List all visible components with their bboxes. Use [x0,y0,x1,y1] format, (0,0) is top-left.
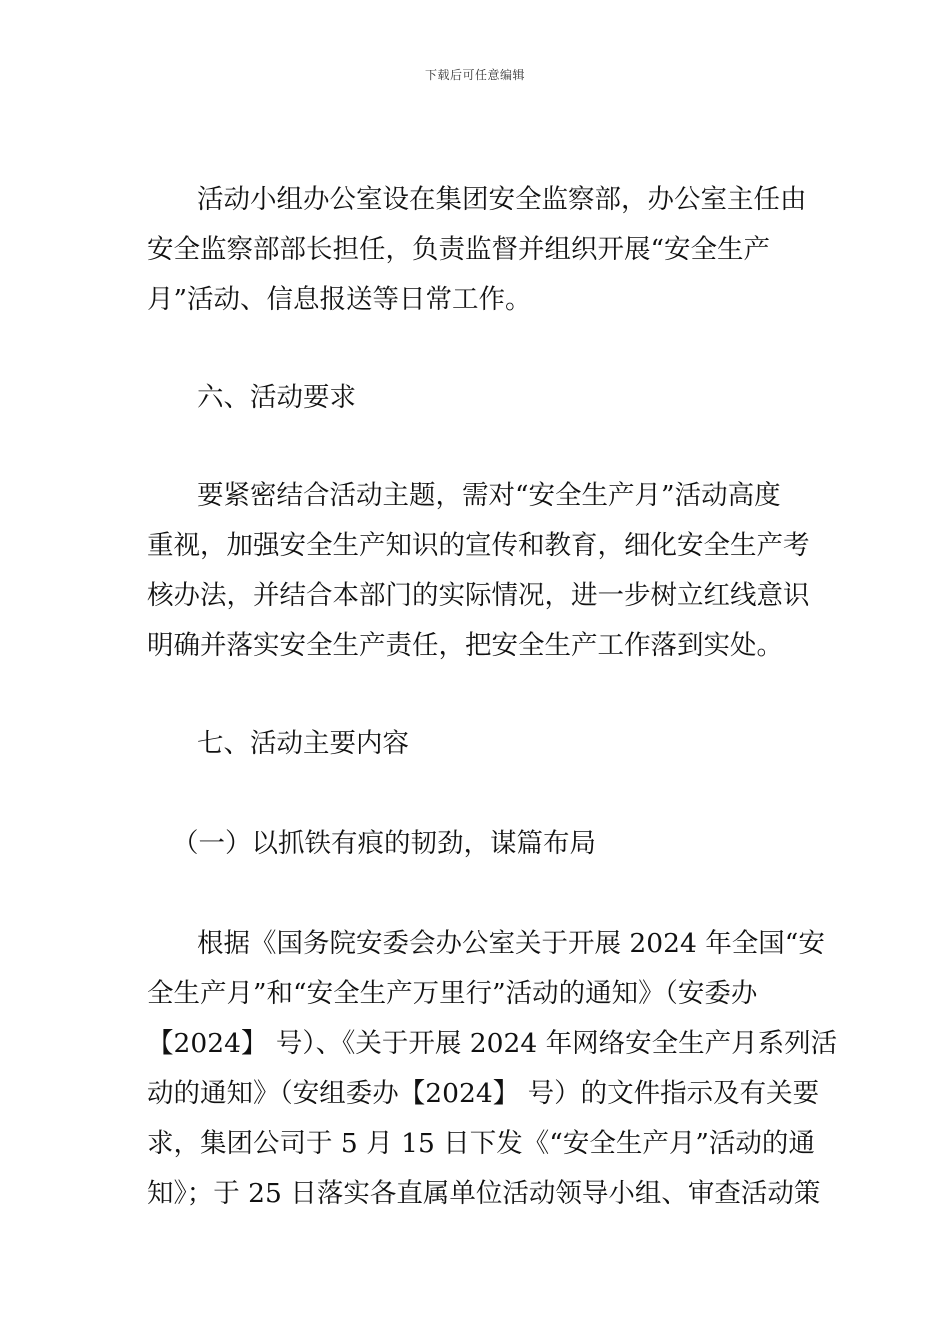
paragraph-line: 知》；于 25 日落实各直属单位活动领导小组、审查活动策 [147,1178,821,1209]
paragraph-line: 根据《国务院安委会办公室关于开展 2024 年全国“安 [197,928,825,959]
paragraph-line: 明确并落实安全生产责任，把安全生产工作落到实处。 [147,630,783,661]
paragraph-line: 核办法，并结合本部门的实际情况，进一步树立红线意识 [147,580,810,611]
paragraph-line: 全生产月”和“安全生产万里行”活动的通知》（安委办 [147,978,758,1009]
paragraph-line: 求，集团公司于 5 月 15 日下发《“安全生产月”活动的通 [147,1128,815,1159]
section-heading: 六、活动要求 [197,382,356,413]
paragraph-line: 重视，加强安全生产知识的宣传和教育，细化安全生产考 [147,530,810,561]
paragraph-line: 动的通知》（安组委办【2024】 号）的文件指示及有关要 [147,1078,820,1109]
paragraph-line: 安全监察部部长担任，负责监督并组织开展“安全生产 [147,234,771,265]
paragraph-line: 月”活动、信息报送等日常工作。 [147,284,532,315]
subsection-heading: （一）以抓铁有痕的韧劲，谋篇布局 [172,828,596,859]
section-heading: 七、活动主要内容 [197,728,409,759]
paragraph-line: 【2024】 号）、《关于开展 2024 年网络安全生产月系列活 [147,1028,838,1059]
paragraph-line: 活动小组办公室设在集团安全监察部，办公室主任由 [197,184,807,215]
page-header-note: 下载后可任意编辑 [424,68,525,82]
paragraph-line: 要紧密结合活动主题，需对“安全生产月”活动高度 [197,480,781,511]
